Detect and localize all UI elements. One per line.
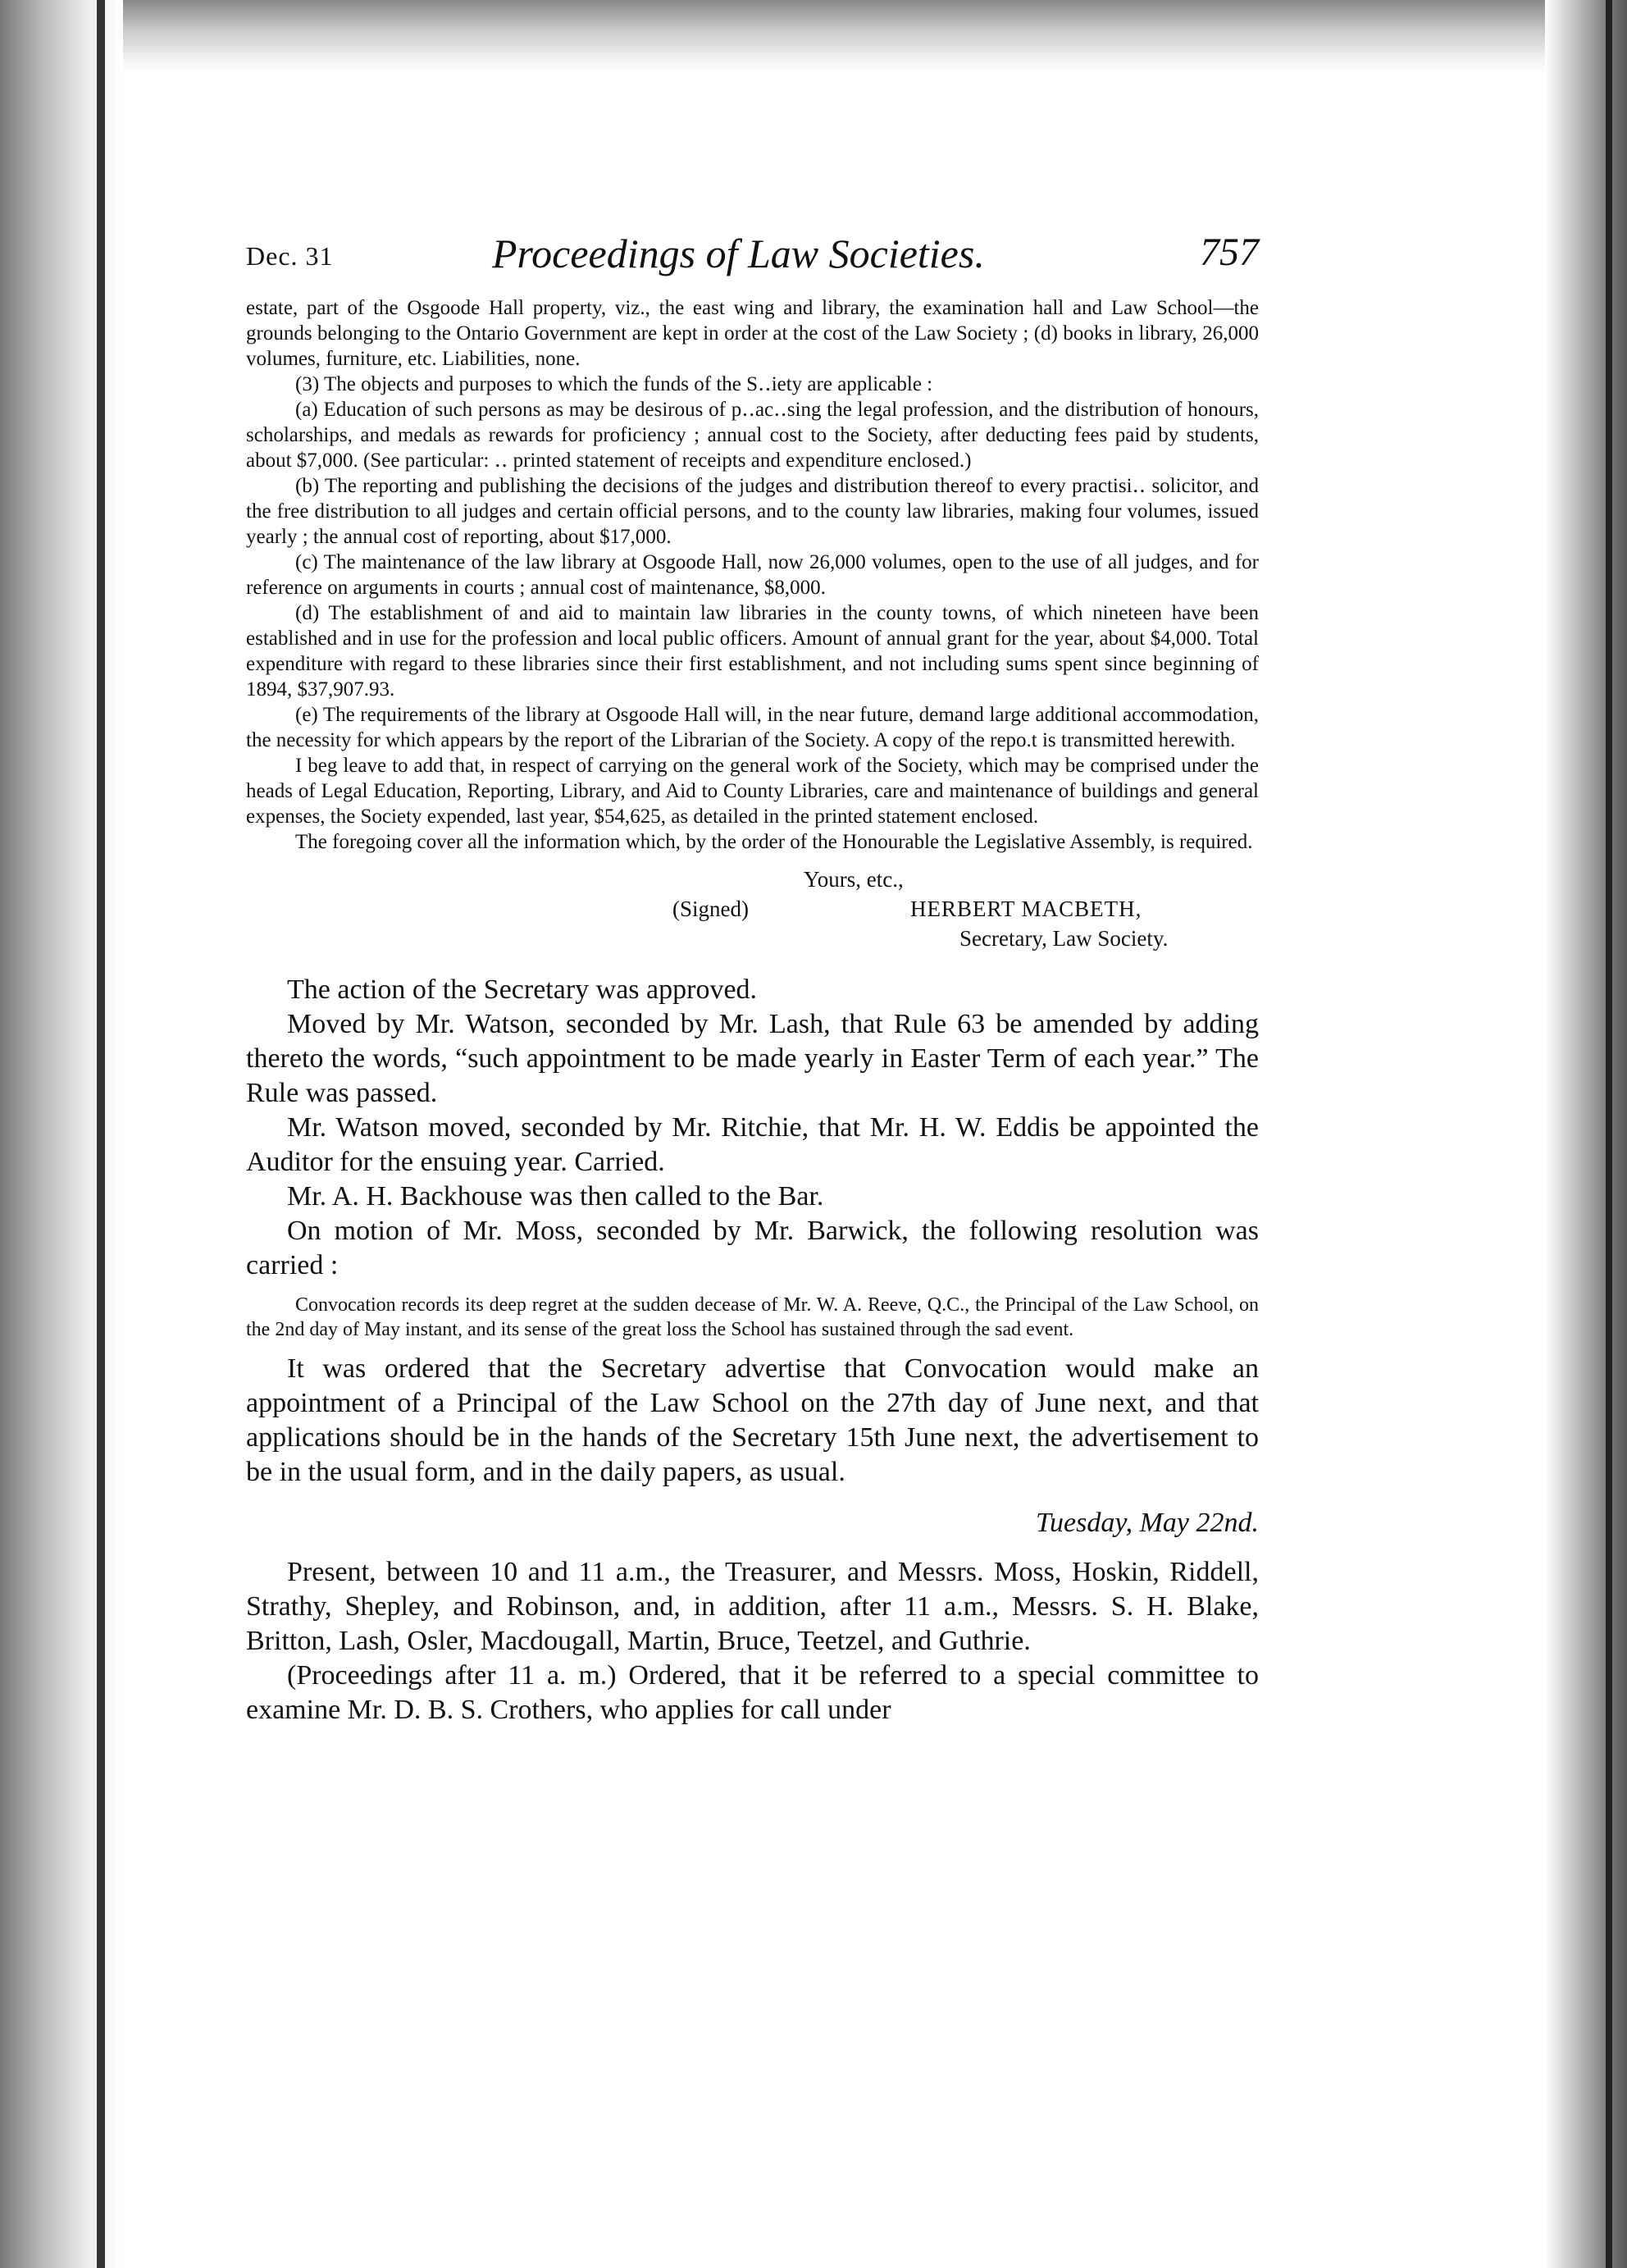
report-paragraph: (e) The requirements of the library at Osgoode Hall will, in the near future, demand large additional accommodation, the necessity for which appears by the report of the Librarian of the Society. A copy of the repo.t is transmitted herewith. bbox=[246, 704, 1259, 751]
running-header bbox=[246, 230, 1259, 295]
report-paragraph: (a) Education of such persons as may be desirous of p‥ac‥sing the legal profession, and the distribution of honours, scholarships, and medals as rewards for proficiency ; annual cost to the Society, after deducting fees paid by students, about $7,000. (See particular: ‥ printed statement of receipts and expenditure enclosed.) bbox=[246, 399, 1259, 472]
minutes-paragraph: Present, between 10 and 11 a.m., the Treasurer, and Messrs. Moss, Hoskin, Riddell, Strathy, Shepley, and Robinson, and, in addition, after 11 a.m., Messrs. S. H. Blake, Britton, Lash, Osler, Macdougall, Martin, Bruce, Teetzel, and Guthrie. bbox=[246, 1557, 1259, 1656]
minutes-body-continued bbox=[246, 1352, 1259, 1490]
minutes-body bbox=[246, 973, 1259, 1283]
report-body bbox=[246, 295, 1259, 855]
signature-closing: Yours, etc., bbox=[804, 867, 904, 892]
header-title: Proceedings of Law Societies. bbox=[492, 230, 985, 276]
report-paragraph: I beg leave to add that, in respect of carrying on the general work of the Society, which may be comprised under the heads of Legal Education, Reporting, Library, and Aid to County Libraries, care and maintenance of buildings and general expenses, the Society expended, last year, $54,625, as detailed in the printed statement enclosed. bbox=[246, 755, 1259, 828]
resolution-quote bbox=[246, 1293, 1259, 1342]
resolution-text: Convocation records its deep regret at the sudden decease of Mr. W. A. Reeve, Q.C., the Principal of the Law School, on the 2nd day of May instant, and its sense of the great loss the School has sustained through the sad event. bbox=[246, 1294, 1259, 1340]
signature-role: Secretary, Law Society. bbox=[959, 926, 1169, 951]
report-paragraph: estate, part of the Osgoode Hall property, viz., the east wing and library, the examination hall and Law School—the grounds belonging to the Ontario Government are kept in order at the cost of the Law Society ; (d) books in library, 26,000 volumes, furniture, etc. Liabilities, none. bbox=[246, 297, 1259, 370]
scan-border-right bbox=[1545, 0, 1627, 2268]
minutes-paragraph: The action of the Secretary was approved. bbox=[287, 974, 758, 1005]
minutes-paragraph: On motion of Mr. Moss, seconded by Mr. Barwick, the following resolution was carried : bbox=[246, 1216, 1259, 1280]
session-dateline: Tuesday, May 22nd. bbox=[1036, 1508, 1259, 1538]
signature-block bbox=[246, 866, 1259, 965]
signature-signed: (Signed) bbox=[672, 897, 749, 921]
page-number: 757 bbox=[1200, 230, 1259, 274]
minutes-paragraph: Mr. A. H. Backhouse was then called to the Bar. bbox=[287, 1181, 824, 1212]
scan-border-top bbox=[0, 0, 1627, 74]
minutes-paragraph: Mr. Watson moved, seconded by Mr. Ritchie, that Mr. H. W. Eddis be appointed the Auditor for the ensuing year. Carried. bbox=[246, 1112, 1259, 1177]
report-paragraph: (c) The maintenance of the law library at Osgoode Hall, now 26,000 volumes, open to the use of all judges, and for reference on arguments in courts ; annual cost of maintenance, $8,000. bbox=[246, 551, 1259, 599]
header-date: Dec. 31 bbox=[246, 241, 334, 271]
report-paragraph: (3) The objects and purposes to which the funds of the S‥iety are applicable : bbox=[295, 373, 933, 395]
minutes-body-session bbox=[246, 1555, 1259, 1727]
document-page bbox=[246, 230, 1259, 1727]
signature-name: HERBERT MACBETH, bbox=[910, 897, 1142, 921]
binding-edge bbox=[97, 0, 105, 2268]
minutes-paragraph: It was ordered that the Secretary advertise that Convocation would make an appointment of a Principal of the Law School on the 27th day of June next, and that applications should be in the hands of the Secretary 15th June next, the advertisement to be in the usual form, and in the daily papers, as usual. bbox=[246, 1353, 1259, 1487]
minutes-paragraph: (Proceedings after 11 a. m.) Ordered, that it be referred to a special committee to examine Mr. D. B. S. Crothers, who applies for call under bbox=[246, 1660, 1259, 1725]
minutes-paragraph: Moved by Mr. Watson, seconded by Mr. Lash, that Rule 63 be amended by adding thereto the words, “such appointment to be made yearly in Easter Term of each year.” The Rule was passed. bbox=[246, 1009, 1259, 1108]
report-paragraph: The foregoing cover all the information which, by the order of the Honourable the Legislative Assembly, is required. bbox=[295, 831, 1253, 853]
report-paragraph: (d) The establishment of and aid to maintain law libraries in the county towns, of which nineteen have been established and in use for the profession and local public officers. Amount of annual grant for the year, about $4,000. Total expenditure with regard to these libraries since their first establishment, and not including sums spent since beginning of 1894, $37,907.93. bbox=[246, 602, 1259, 700]
report-paragraph: (b) The reporting and publishing the decisions of the judges and distribution thereof to every practisi‥ solicitor, and the free distribution to all judges and certain official persons, and to the county law libraries, making four volumes, issued yearly ; the annual cost of reporting, about $17,000. bbox=[246, 475, 1259, 548]
page-edge bbox=[1606, 0, 1612, 2268]
